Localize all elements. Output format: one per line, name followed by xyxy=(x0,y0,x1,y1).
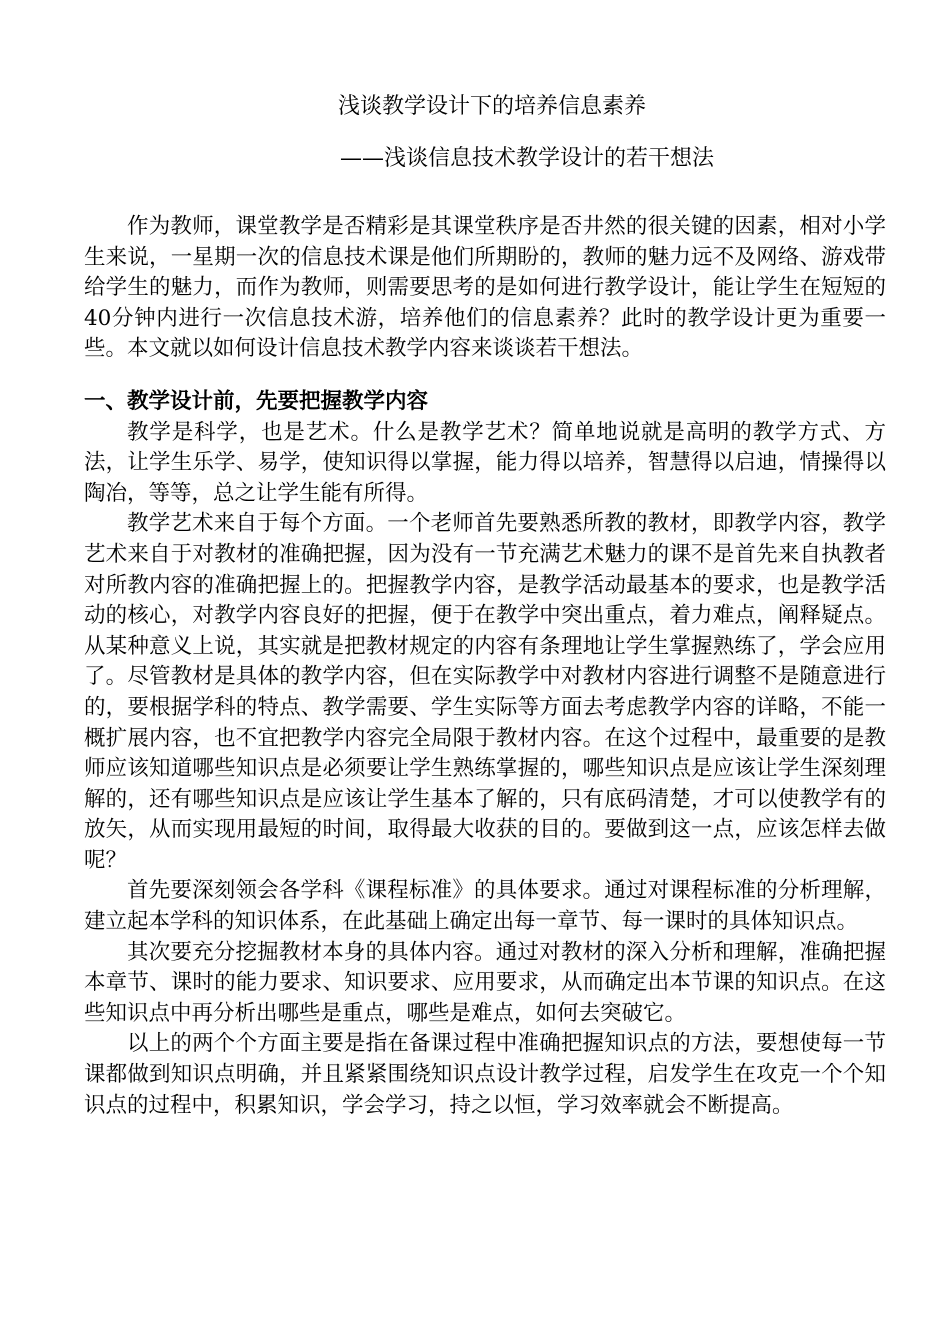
section-heading: 一、教学设计前，先要把握教学内容 xyxy=(84,388,429,414)
body-paragraph: 首先要深刻领会各学科《课程标准》的具体要求。通过对课程标准的分析理解，建立起本学科的知识体系，在此基础上确定出每一章节、每一课时的具体知识点。 xyxy=(84,878,886,935)
body-paragraph: 其次要充分挖掘教材本身的具体内容。通过对教材的深入分析和理解，准确把握本章节、课时的能力要求、知识要求、应用要求，从而确定出本节课的知识点。在这些知识点中再分析出哪些是重点，哪些是难点，如何去突破它。 xyxy=(84,939,886,1026)
intro-paragraph: 作为教师，课堂教学是否精彩是其课堂秩序是否井然的很关键的因素，相对小学生来说，一星期一次的信息技术课是他们所期盼的，教师的魅力远不及网络、游戏带给学生的魅力，而作为教师，则需要思考的是如何进行教学设计，能让学生在短短的40分钟内进行一次信息技术游，培养他们的信息素养？此时的教学设计更为重要一些。本文就以如何设计信息技术教学内容来谈谈若干想法。 xyxy=(84,214,886,362)
document-title: 浅谈教学设计下的培养信息素养 xyxy=(337,94,646,119)
body-paragraph: 以上的两个个方面主要是指在备课过程中准确把握知识点的方法，要想使每一节课都做到知识点明确，并且紧紧围绕知识点设计教学过程，启发学生在攻克一个个知识点的过程中，积累知识，学会学习，持之以恒，学习效率就会不断提高。 xyxy=(84,1031,886,1118)
document-subtitle: ——浅谈信息技术教学设计的若干想法 xyxy=(340,146,715,171)
body-paragraph: 教学是科学，也是艺术。什么是教学艺术？简单地说就是高明的教学方式、方法，让学生乐学、易学，使知识得以掌握，能力得以培养，智慧得以启迪，情操得以陶冶，等等，总之让学生能有所得。 xyxy=(84,419,886,506)
body-paragraph: 教学艺术来自于每个方面。一个老师首先要熟悉所教的教材，即教学内容，教学艺术来自于对教材的准确把握，因为没有一节充满艺术魅力的课不是首先来自执教者对所教内容的准确把握上的。把握教学内容，是教学活动最基本的要求，也是教学活动的核心，对教学内容良好的把握，便于在教学中突出重点，着力难点，阐释疑点。从某种意义上说，其实就是把教材规定的内容有条理地让学生掌握熟练了，学会应用了。尽管教材是具体的教学内容，但在实际教学中对教材内容进行调整不是随意进行的，要根据学科的特点、教学需要、学生实际等方面去考虑教学内容的详略，不能一概扩展内容，也不宜把教学内容完全局限于教材内容。在这个过程中，最重要的是教师应该知道哪些知识点是必须要让学生熟练掌握的，哪些知识点是应该让学生深刻理解的，还有哪些知识点是应该让学生基本了解的，只有底码清楚，才可以使教学有的放矢，从而实现用最短的时间，取得最大收获的目的。要做到这一点，应该怎样去做呢？ xyxy=(84,511,886,873)
document-body xyxy=(84,212,886,1121)
